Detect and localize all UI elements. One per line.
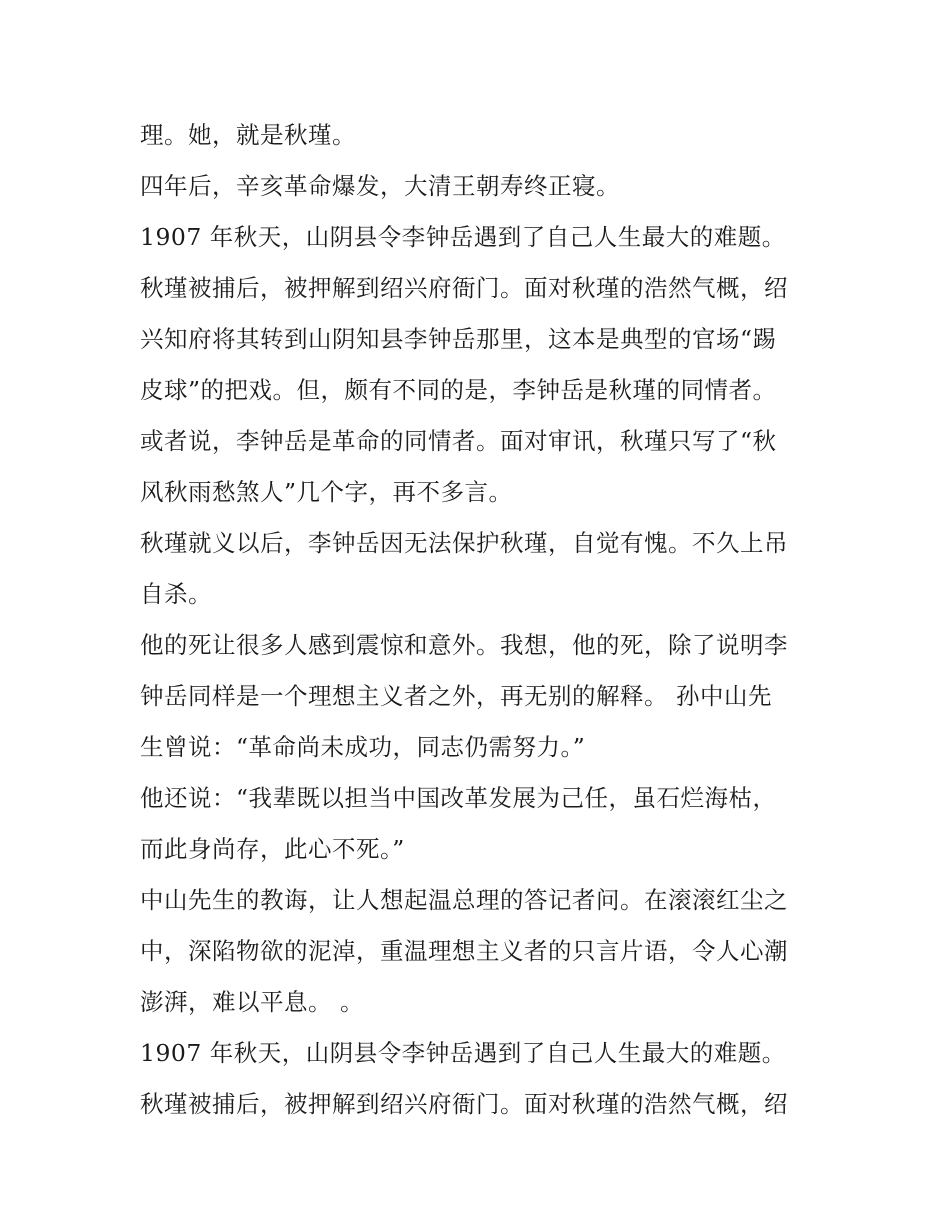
text-line-13: 生曾说：“革命尚未成功，同志仍需努力。” bbox=[140, 733, 586, 761]
text-line-1: 理。她，就是秋瑾。 bbox=[140, 121, 356, 149]
text-line-20: 秋瑾被捕后，被押解到绍兴府衙门。面对秋瑾的浩然气概，绍 bbox=[140, 1090, 788, 1118]
text-line-3: 1907 年秋天，山阴县令李钟岳遇到了自己人生最大的难题。 bbox=[140, 223, 786, 251]
text-line-18: 澎湃，难以平息。 。 bbox=[140, 988, 364, 1016]
text-line-10: 自杀。 bbox=[140, 580, 212, 608]
text-line-9: 秋瑾就义以后，李钟岳因无法保护秋瑾，自觉有愧。不久上吊 bbox=[140, 529, 788, 557]
text-line-17: 中，深陷物欲的泥淖，重温理想主义者的只言片语，令人心潮 bbox=[140, 937, 788, 965]
text-line-19: 1907 年秋天，山阴县令李钟岳遇到了自己人生最大的难题。 bbox=[140, 1039, 786, 1067]
text-line-6: 皮球”的把戏。但，颇有不同的是，李钟岳是秋瑾的同情者。 bbox=[140, 376, 777, 404]
text-line-8: 风秋雨愁煞人”几个字，再不多言。 bbox=[140, 478, 513, 506]
text-line-15: 而此身尚存，此心不死。” bbox=[140, 835, 405, 863]
text-line-11: 他的死让很多人感到震惊和意外。我想，他的死，除了说明李 bbox=[140, 631, 788, 659]
text-line-12: 钟岳同样是一个理想主义者之外，再无别的解释。 孙中山先 bbox=[140, 682, 772, 710]
text-line-16: 中山先生的教诲，让人想起温总理的答记者问。在滚滚红尘之 bbox=[140, 886, 788, 914]
text-line-2: 四年后，辛亥革命爆发，大清王朝寿终正寝。 bbox=[140, 172, 620, 200]
text-line-7: 或者说，李钟岳是革命的同情者。面对审讯，秋瑾只写了“秋 bbox=[140, 427, 777, 455]
text-line-4: 秋瑾被捕后，被押解到绍兴府衙门。面对秋瑾的浩然气概，绍 bbox=[140, 274, 788, 302]
document-body bbox=[140, 110, 820, 1130]
text-line-14: 他还说：“我辈既以担当中国改革发展为己任，虽石烂海枯， bbox=[140, 784, 777, 812]
text-line-5: 兴知府将其转到山阴知县李钟岳那里，这本是典型的官场“踢 bbox=[140, 325, 777, 353]
